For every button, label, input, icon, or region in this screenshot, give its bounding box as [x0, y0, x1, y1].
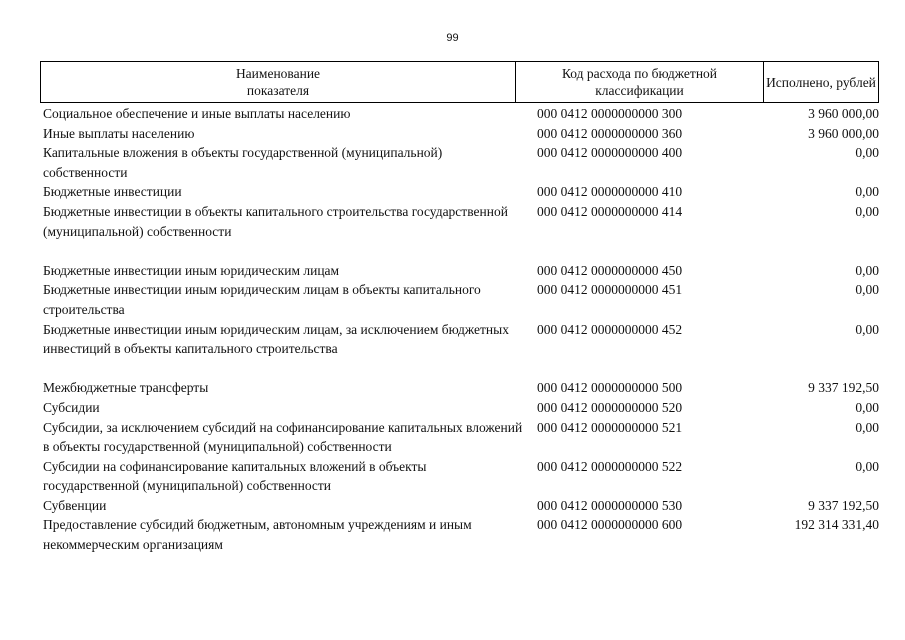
row-name: Бюджетные инвестиции иным юридическим лицам [43, 262, 340, 278]
header-budget-code-line2: классификации [595, 83, 684, 98]
table-row [43, 143, 879, 182]
header-executed-amount [763, 62, 878, 102]
row-code: 000 0412 0000000000 600 [537, 517, 683, 533]
row-name: Социальное обеспечение и иные выплаты населению [43, 106, 351, 121]
row-name: Межбюджетные трансферты [43, 380, 209, 396]
row-spacer [43, 359, 879, 379]
row-code: 000 0412 0000000000 414 [537, 203, 683, 219]
table-row [43, 457, 879, 496]
row-name: Субвенции [43, 497, 107, 513]
row-amount: 0,00 [855, 145, 879, 161]
row-code: 000 0412 0000000000 530 [537, 497, 683, 513]
row-amount: 9 337 192,50 [808, 380, 879, 396]
row-code: 000 0412 0000000000 360 [537, 125, 683, 141]
row-amount: 9 337 192,50 [808, 497, 879, 513]
table-row [43, 378, 879, 398]
table-body [43, 104, 879, 555]
header-indicator-name-line1: Наименование [235, 66, 321, 81]
table-row [43, 124, 879, 144]
row-name: Капитальные вложения в объекты государственной (муниципальной) собственности [43, 145, 443, 180]
header-indicator-name [41, 62, 515, 102]
table-header [40, 61, 879, 103]
row-name: Бюджетные инвестиции [43, 184, 182, 200]
row-code: 000 0412 0000000000 451 [537, 282, 683, 298]
row-spacer [43, 241, 879, 261]
table-row [43, 261, 879, 281]
header-executed-amount-label: Исполнено, рублей [766, 74, 876, 90]
row-code: 000 0412 0000000000 521 [537, 419, 683, 435]
row-amount: 0,00 [855, 399, 879, 415]
row-code: 000 0412 0000000000 300 [537, 106, 683, 121]
row-amount: 0,00 [855, 203, 879, 219]
row-name: Субсидии на софинансирование капитальных вложений в объекты государственной (муниципальной) собственности [43, 458, 427, 494]
row-code: 000 0412 0000000000 500 [537, 380, 683, 396]
row-amount: 3 960 000,00 [808, 125, 879, 141]
row-amount: 0,00 [855, 282, 879, 298]
row-code: 000 0412 0000000000 452 [537, 321, 683, 337]
table-row [43, 182, 879, 202]
table-row [43, 202, 879, 241]
table-row [43, 418, 879, 457]
row-name: Субсидии, за исключением субсидий на софинансирование капитальных вложений в объекты государственной (муниципальной) собственности [43, 419, 523, 455]
row-name: Бюджетные инвестиции в объекты капитального строительства государственной (муниципальной) собственности [43, 203, 508, 239]
row-code: 000 0412 0000000000 520 [537, 399, 683, 415]
row-amount: 192 314 331,40 [794, 517, 879, 533]
row-name: Бюджетные инвестиции иным юридическим лицам в объекты капитального строительства [43, 282, 481, 317]
row-name: Бюджетные инвестиции иным юридическим лицам, за исключением бюджетных инвестиций в объекты капитального строительства [43, 321, 509, 357]
row-code: 000 0412 0000000000 450 [537, 262, 683, 278]
header-indicator-name-line2: показателя [246, 83, 310, 98]
page-number: 99 [446, 32, 459, 44]
row-code: 000 0412 0000000000 400 [537, 145, 683, 161]
row-name: Предоставление субсидий бюджетным, автономным учреждениям и иным некоммерческим организациям [43, 517, 472, 553]
table-row [43, 398, 879, 418]
row-amount: 0,00 [855, 458, 879, 474]
table-row [43, 280, 879, 319]
table-row [43, 320, 879, 359]
row-amount: 0,00 [855, 262, 879, 278]
row-code: 000 0412 0000000000 410 [537, 184, 683, 200]
row-amount: 0,00 [855, 321, 879, 337]
table-row [43, 515, 879, 554]
table-row [43, 496, 879, 516]
table-row [43, 104, 879, 124]
header-budget-code [515, 62, 763, 102]
header-budget-code-line1: Код расхода по бюджетной [561, 66, 718, 81]
row-amount: 3 960 000,00 [808, 106, 879, 121]
row-code: 000 0412 0000000000 522 [537, 458, 683, 474]
row-name: Иные выплаты населению [43, 125, 195, 141]
row-amount: 0,00 [855, 419, 879, 435]
row-amount: 0,00 [855, 184, 879, 200]
row-name: Субсидии [43, 399, 100, 415]
